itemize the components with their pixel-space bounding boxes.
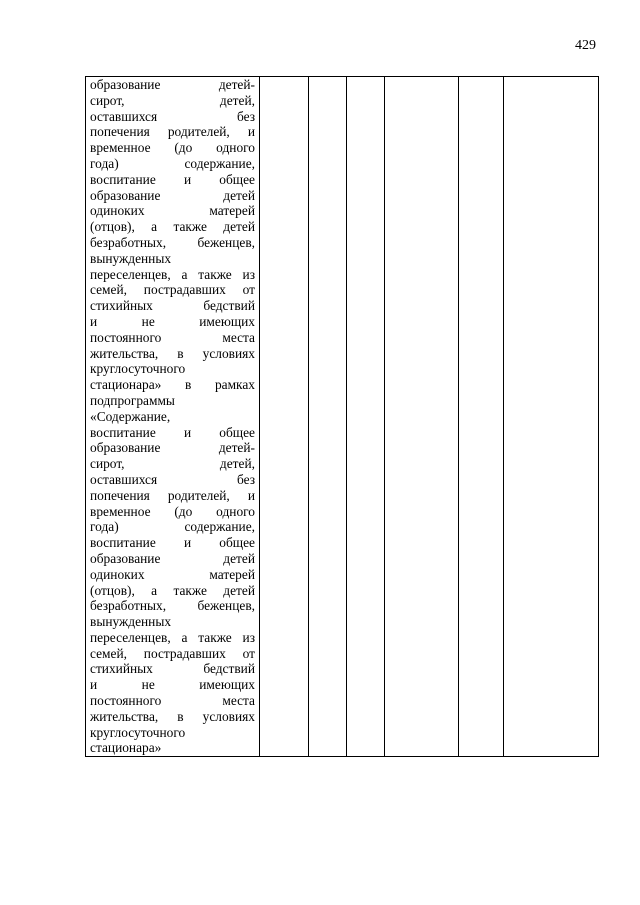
text-line: семей, пострадавших от <box>90 282 255 298</box>
text-line: жительства, в условиях <box>90 345 255 361</box>
text-line: воспитание и общее <box>90 424 255 440</box>
text-line: семей, пострадавших от <box>90 645 255 661</box>
description-text <box>90 77 255 756</box>
text-line: вынужденных <box>90 614 172 630</box>
text-line: года) содержание, <box>90 155 255 171</box>
text-line: одиноких матерей <box>90 566 255 582</box>
text-line: сирот, детей, <box>90 456 255 472</box>
description-cell <box>86 77 260 757</box>
text-line: года) содержание, <box>90 519 255 535</box>
text-line: «Содержание, <box>90 408 171 424</box>
text-line: стационара» <box>90 740 162 756</box>
text-line: попечения родителей, и <box>90 487 255 503</box>
empty-cell <box>459 77 504 757</box>
text-line: (отцов), а также детей <box>90 582 255 598</box>
text-line: жительства, в условиях <box>90 708 255 724</box>
text-line: попечения родителей, и <box>90 124 255 140</box>
text-line: и не имеющих <box>90 677 255 693</box>
text-line: круглосуточного <box>90 361 186 377</box>
page-number: 429 <box>575 38 596 53</box>
table-row <box>86 77 599 757</box>
text-line: вынужденных <box>90 250 172 266</box>
text-line: постоянного места <box>90 329 255 345</box>
text-line: воспитание и общее <box>90 171 255 187</box>
text-line: постоянного места <box>90 693 255 709</box>
text-line: оставшихся без <box>90 471 255 487</box>
text-line: круглосуточного <box>90 724 186 740</box>
text-line: одиноких матерей <box>90 203 255 219</box>
empty-cell <box>504 77 599 757</box>
text-line: оставшихся без <box>90 108 255 124</box>
text-line: и не имеющих <box>90 313 255 329</box>
text-line: безработных, беженцев, <box>90 598 255 614</box>
text-line: образование детей <box>90 550 255 566</box>
text-line: образование детей <box>90 187 255 203</box>
empty-cell <box>309 77 347 757</box>
text-line: временное (до одного <box>90 503 255 519</box>
text-line: образование детей- <box>90 440 255 456</box>
text-line: воспитание и общее <box>90 535 255 551</box>
text-line: сирот, детей, <box>90 92 255 108</box>
text-line: подпрограммы <box>90 392 175 408</box>
text-line: (отцов), а также детей <box>90 219 255 235</box>
text-line: переселенцев, а также из <box>90 629 255 645</box>
text-line: стихийных бедствий <box>90 661 255 677</box>
budget-table <box>85 76 599 757</box>
empty-cell <box>347 77 385 757</box>
text-line: образование детей- <box>90 77 255 92</box>
text-line: переселенцев, а также из <box>90 266 255 282</box>
text-line: безработных, беженцев, <box>90 234 255 250</box>
text-line: стационара» в рамках <box>90 377 255 393</box>
text-line: стихийных бедствий <box>90 298 255 314</box>
empty-cell <box>260 77 309 757</box>
text-line: временное (до одного <box>90 140 255 156</box>
empty-cell <box>385 77 459 757</box>
